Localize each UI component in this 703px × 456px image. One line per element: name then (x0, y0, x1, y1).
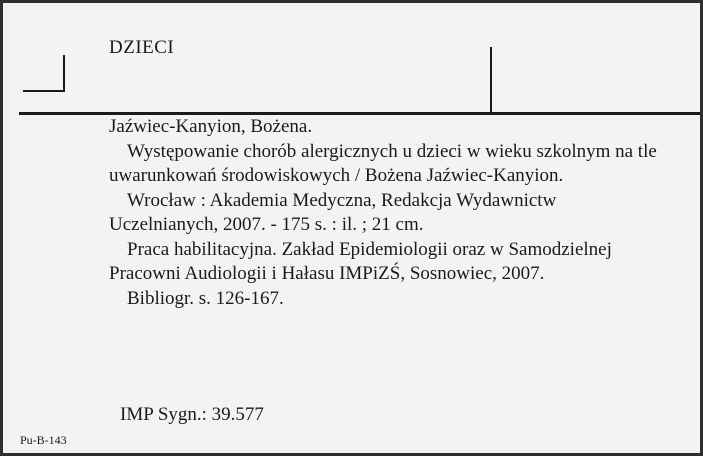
catalog-card (3, 3, 700, 453)
author-line: Jaźwiec-Kanyion, Bożena. (109, 116, 313, 137)
card-id: Pu-B-143 (20, 433, 67, 447)
bibliographic-entry (109, 115, 669, 311)
call-number: IMP Sygn.: 39.577 (120, 404, 264, 425)
thesis-note: Praca habilitacyjna. Zakład Epidemiologii oraz w Samodzielnej Pracowni Audiologii i Hałasu IMPiZŚ, Sosnowiec, 2007. (109, 238, 612, 284)
corner-mark-vertical (63, 55, 65, 92)
subject-heading: DZIECI (109, 37, 175, 58)
vertical-rule (490, 47, 492, 114)
title-statement: Występowanie chorób alergicznych u dzieci w wieku szkolnym na tle uwarunkowań środowiskowych / Bożena Jaźwiec-Kanyion. (109, 140, 657, 186)
corner-mark-horizontal (23, 90, 65, 92)
publication-statement: Wrocław : Akademia Medyczna, Redakcja Wydawnictw Uczelnianych, 2007. - 175 s. : il. ; 21 cm. (109, 189, 557, 235)
bibliography-note: Bibliogr. s. 126-167. (127, 287, 284, 309)
